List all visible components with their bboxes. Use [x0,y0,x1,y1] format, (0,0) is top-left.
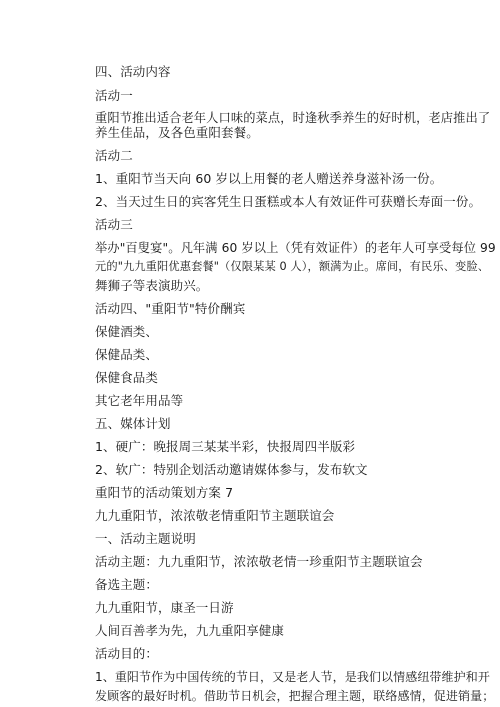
paragraph-line: 舞狮子等表演助兴。 [95,278,209,293]
plan-title: 重阳节的活动策划方案 7 [95,485,234,500]
section-heading-activity-content: 四、活动内容 [95,64,171,79]
paragraph-line: 1、重阳节当天向 60 岁以上用餐的老人赠送养身滋补汤一份。 [95,171,443,186]
paragraph-line: 重阳节推出适合老年人口味的菜点，时逢秋季养生的好时机，老店推出了 [95,111,491,125]
paragraph-line: 备选主题： [95,577,159,592]
paragraph-line: 人间百善孝为先，九九重阳享健康 [95,623,285,638]
paragraph-line: 发顾客的最好时机。借助节日机会，把握合理主题，联络感情，促进销量； [95,689,495,703]
paragraph-line: 活动目的： [95,646,159,661]
paragraph-line: 2、软广：特别企划活动邀请媒体参与，发布软文 [95,462,368,477]
list-item: 保健品类、 [95,347,159,362]
activity-two-heading: 活动二 [95,148,133,163]
paragraph-line: 九九重阳节，康圣一日游 [95,600,234,615]
event-title: 九九重阳节，浓浓敬老情重阳节主题联谊会 [95,508,335,523]
paragraph-line: 1、硬广：晚报周三某某半彩，快报周四半版彩 [95,439,356,454]
paragraph-line: 举办"百叟宴"。凡年满 60 岁以上（凭有效证件）的老年人可享受每位 99 [95,241,496,255]
activity-one-heading: 活动一 [95,88,133,103]
paragraph-line: 元的"九九重阳优惠套餐"（仅限某某 0 人），额满为止。席间，有民乐、变脸、 [95,260,490,273]
paragraph-line: 养生佳品，及各色重阳套餐。 [95,125,259,140]
paragraph-line: 活动主题：九九重阳节，浓浓敬老情一珍重阳节主题联谊会 [95,554,423,569]
list-item: 其它老年用品等 [95,393,184,408]
section-heading-theme: 一、活动主题说明 [95,531,196,546]
paragraph-line: 1、重阳节作为中国传统的节日，又是老人节，是我们以情感纽带维护和开 [95,670,490,684]
section-heading-media-plan: 五、媒体计划 [95,416,171,431]
list-item: 保健食品类 [95,370,159,385]
paragraph-line: 2、当天过生日的宾客凭生日蛋糕或本人有效证件可获赠长寿面一份。 [95,194,482,209]
activity-four-heading: 活动四、"重阳节"特价酬宾 [95,301,246,316]
list-item: 保健酒类、 [95,324,159,339]
activity-three-heading: 活动三 [95,217,133,232]
